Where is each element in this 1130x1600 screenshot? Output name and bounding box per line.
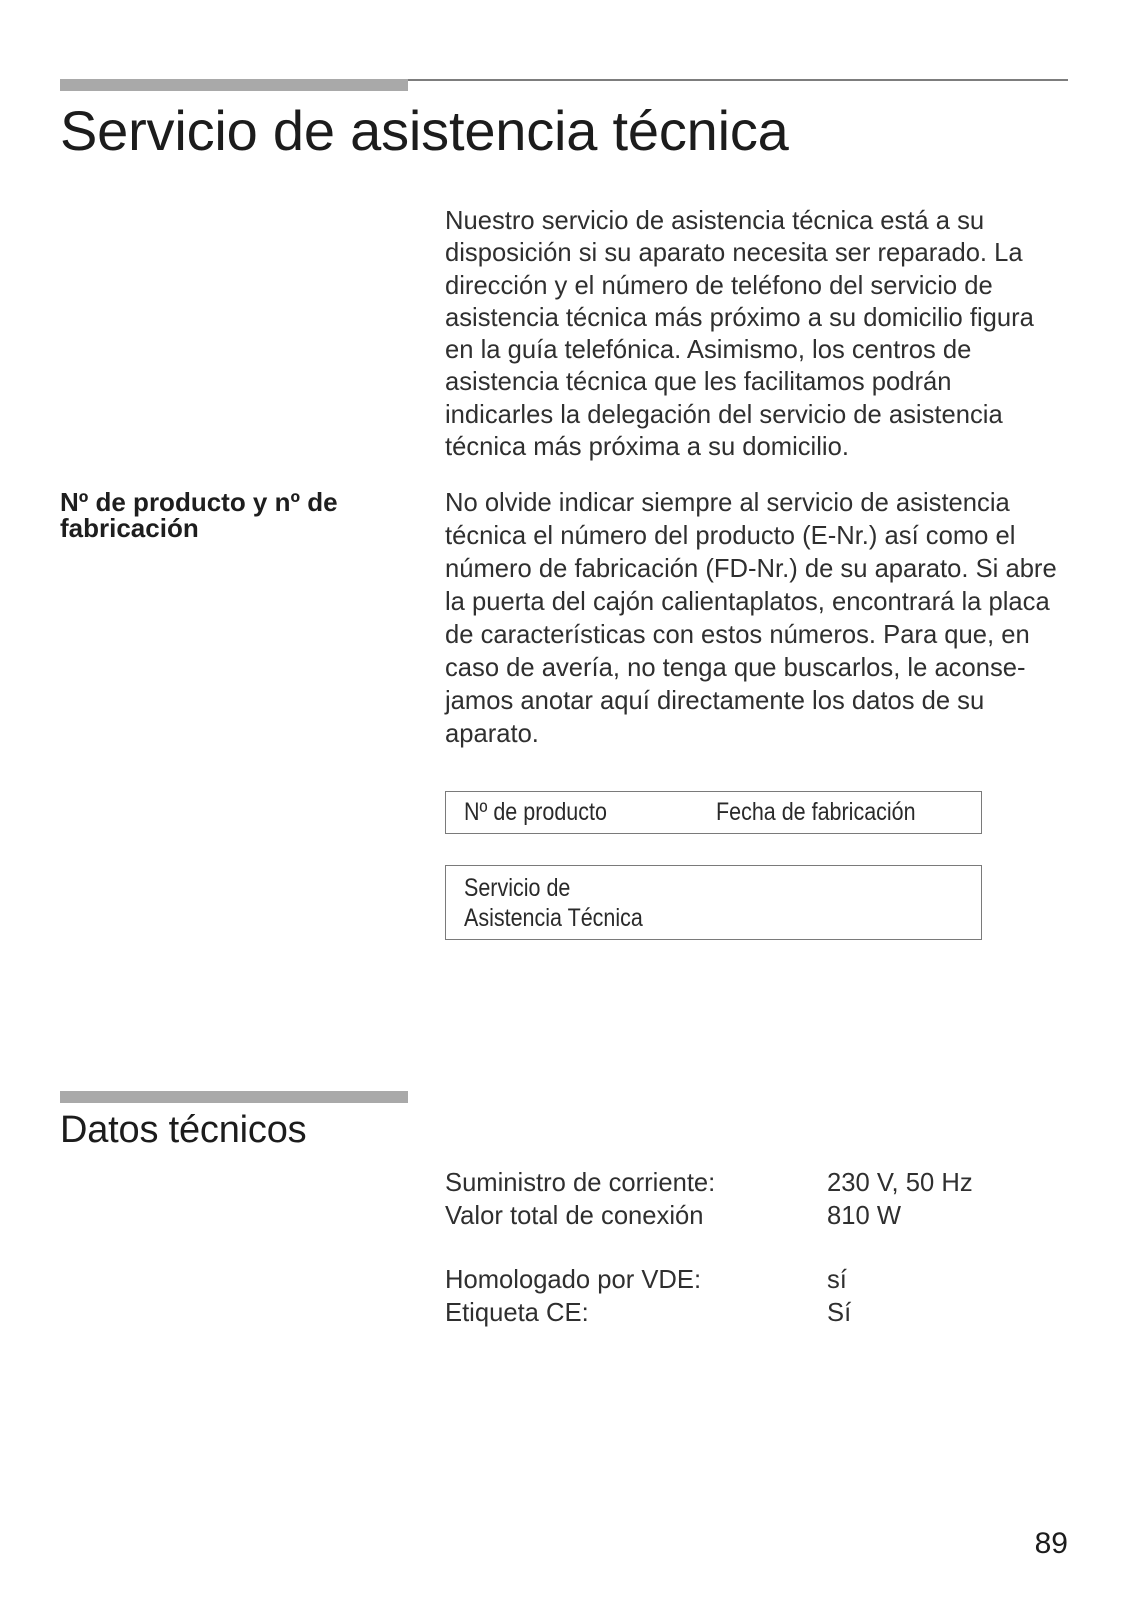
intro-line: disposición si su aparato necesita ser reparado. La [445, 239, 1023, 268]
manufacture-date-cell [716, 792, 948, 836]
side-heading-line: fabricación [60, 513, 199, 543]
intro-line: asistencia técnica más próximo a su domicilio figura [445, 303, 1034, 332]
intro-paragraph [445, 205, 1034, 463]
body-line: número de fabricación (FD-Nr.) de su aparato. Si abre [445, 555, 1057, 583]
service-contact-box [445, 865, 982, 940]
intro-line: dirección y el número de teléfono del servicio de [445, 271, 993, 300]
spec-value: Sí [827, 1299, 852, 1327]
body-line: jamos anotar aquí directamente los datos de su [445, 687, 985, 715]
spec-value: sí [827, 1266, 847, 1294]
intro-line: en la guía telefónica. Asimismo, los centros de [445, 336, 972, 365]
spec-label: Homologado por VDE: [445, 1266, 702, 1294]
top-rule-bar [60, 79, 408, 91]
intro-line: técnica más próxima a su domicilio. [445, 433, 849, 462]
manufacture-date-label: Fecha de fabricación [716, 798, 916, 826]
page-number: 89 [1034, 1527, 1068, 1560]
product-number-side-heading [60, 489, 338, 541]
spec-row [445, 1264, 973, 1297]
spec-value: 810 W [827, 1202, 901, 1230]
service-contact-line: Asistencia Técnica [464, 904, 643, 932]
intro-line: Nuestro servicio de asistencia técnica está a su [445, 207, 985, 235]
product-number-label: Nº de producto [464, 798, 607, 826]
service-contact-line: Servicio de [464, 874, 571, 902]
section-rule-bar [60, 1091, 408, 1103]
spec-row [445, 1167, 973, 1200]
body-line: la puerta del cajón calientaplatos, encontrará la placa [445, 588, 1050, 616]
body-line: de características con estos números. Para que, en [445, 621, 1030, 649]
product-number-cell [464, 792, 630, 836]
technical-data-title: Datos técnicos [60, 1109, 307, 1151]
spec-row [445, 1297, 973, 1330]
intro-line: asistencia técnica que les facilitamos podrán [445, 368, 952, 397]
body-line: No olvide indicar siempre al servicio de asistencia [445, 489, 1010, 517]
page-title: Servicio de asistencia técnica [60, 99, 789, 162]
spec-label: Suministro de corriente: [445, 1169, 716, 1197]
spec-value: 230 V, 50 Hz [827, 1169, 973, 1197]
body-line: técnica el número del producto (E-Nr.) así como el [445, 522, 1016, 550]
spec-label: Etiqueta CE: [445, 1299, 589, 1327]
product-info-box [445, 791, 982, 834]
spec-label: Valor total de conexión [445, 1202, 704, 1230]
technical-specs-table [445, 1167, 973, 1330]
intro-line: indicarles la delegación del servicio de asistencia [445, 400, 1003, 429]
side-heading-line: Nº de producto y nº de [60, 487, 338, 517]
product-number-paragraph [445, 487, 1057, 751]
spec-row [445, 1200, 973, 1233]
body-line: aparato. [445, 720, 539, 748]
body-line: caso de avería, no tenga que buscarlos, le aconse- [445, 654, 1026, 682]
service-contact-label [464, 873, 672, 933]
